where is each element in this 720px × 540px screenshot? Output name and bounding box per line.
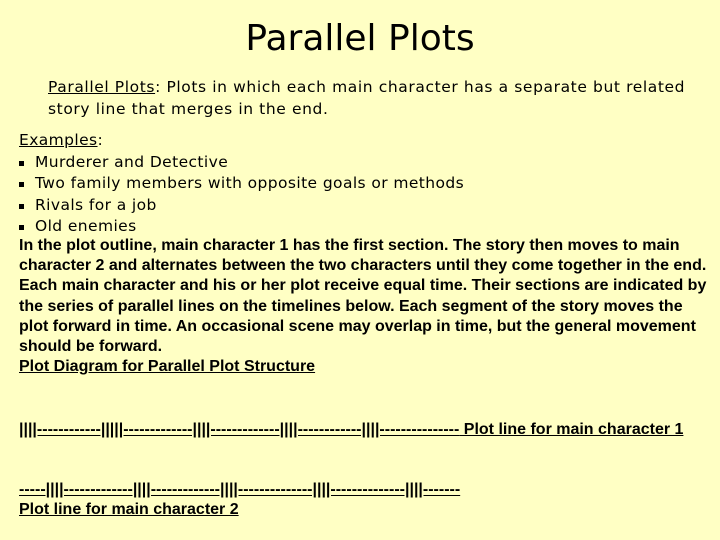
examples-heading-line: [19, 130, 709, 152]
plot-line-1-label: Plot line for main character 1: [459, 421, 684, 438]
definition-text: : Plots in which each main character has a separate but related story line that merges in the end.: [48, 78, 686, 118]
list-item: [19, 152, 709, 174]
bullet-icon: [19, 161, 24, 166]
body-section: [19, 236, 709, 377]
plot-line-2-timeline: -----||||-------------||||-------------||||--------------||||--------------||||-------: [19, 481, 461, 498]
list-item: [19, 173, 709, 195]
list-item-text: Two family members with opposite goals or methods: [35, 174, 465, 192]
definition: [48, 76, 708, 120]
definition-term: Parallel Plots: [48, 78, 156, 96]
examples-heading: Examples: [19, 131, 98, 149]
examples-list: [19, 152, 709, 238]
slide-title: Parallel Plots: [245, 18, 475, 59]
examples-section: [19, 130, 709, 238]
list-item: [19, 216, 709, 238]
bullet-icon: [19, 204, 24, 209]
list-item: [19, 195, 709, 217]
bullet-icon: [19, 182, 24, 187]
list-item-text: Murderer and Detective: [35, 152, 229, 171]
plot-line-2-label: Plot line for main character 2: [19, 501, 239, 518]
examples-heading-colon: :: [97, 131, 104, 149]
plot-line-1: [19, 420, 709, 440]
list-item-text: Rivals for a job: [35, 195, 157, 214]
plot-line-2: [19, 480, 709, 520]
body-paragraph: In the plot outline, main character 1 has the first section. The story then moves to main character 2 and alternates between the two characters until they come together in the end. Each main character and his or her plot receive equal time. Their sections are indicated by the series of parallel lines on the timelines below. Each segment of the story moves the plot forward in time. An occasional scene may overlap in time, but the general movement should be forward.: [19, 237, 707, 356]
list-item-text: Old enemies: [35, 217, 137, 235]
diagram-title: Plot Diagram for Parallel Plot Structure: [19, 358, 316, 376]
plot-line-1-timeline: ||||------------|||||-------------||||-------------||||------------||||---------------: [19, 421, 460, 438]
bullet-icon: [19, 225, 24, 230]
